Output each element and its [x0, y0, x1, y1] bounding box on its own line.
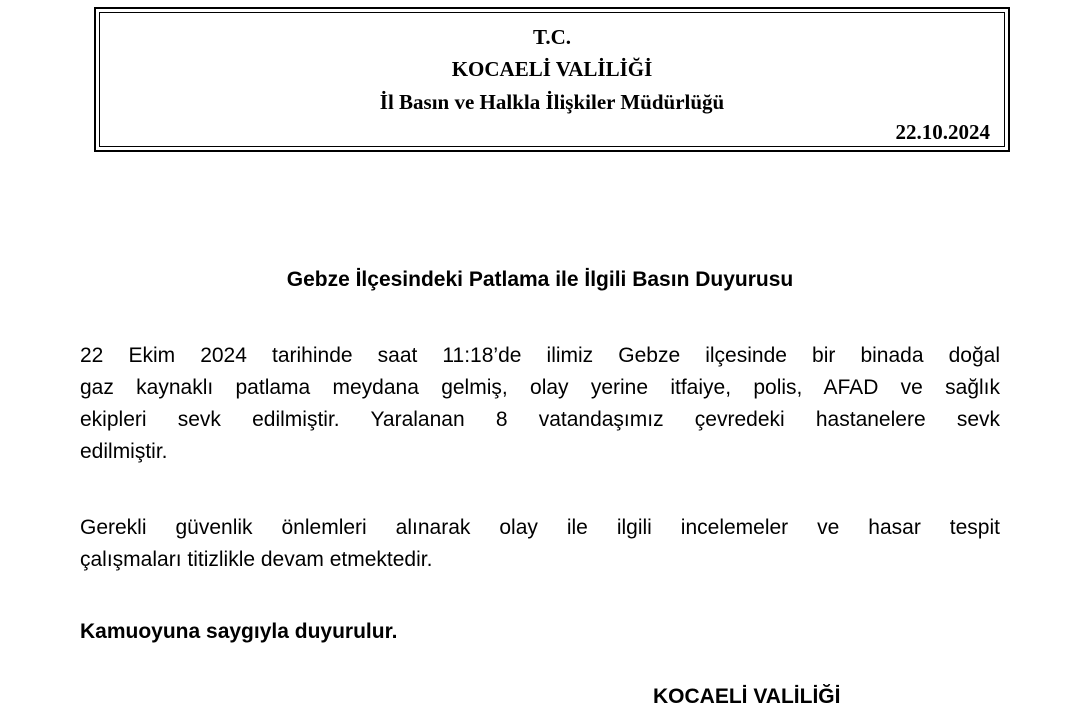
paragraph-line: Gerekli güvenlik önlemleri alınarak olay ile ilgili incelemeler ve hasar tespit: [80, 516, 1000, 539]
paragraph-line: ekipleri sevk edilmiştir. Yaralanan 8 vatandaşımız çevredeki hastanelere sevk: [80, 408, 1000, 431]
paragraph-line: edilmiştir.: [80, 440, 168, 463]
paragraph-line: gaz kaynaklı patlama meydana gelmiş, olay yerine itfaiye, polis, AFAD ve sağlık: [80, 376, 1000, 399]
paragraph-measures: [80, 512, 1000, 576]
letterhead-box: [94, 7, 1010, 152]
paragraph-incident: [80, 340, 1000, 468]
republic-label: T.C.: [532, 25, 572, 49]
document-date: 22.10.2024: [895, 120, 990, 144]
letterhead-inner-border: [99, 12, 1005, 147]
closing-statement: Kamuoyuna saygıyla duyurulur.: [80, 620, 398, 643]
directorate-label: İl Basın ve Halkla İlişkiler Müdürlüğü: [379, 90, 725, 114]
document-title: Gebze İlçesindeki Patlama ile İlgili Basın Duyurusu: [286, 268, 794, 291]
signature-governorship: KOCAELİ VALİLİĞİ: [653, 685, 841, 708]
governorship-label: KOCAELİ VALİLİĞİ: [451, 57, 653, 81]
paragraph-line: 22 Ekim 2024 tarihinde saat 11:18’de ilimiz Gebze ilçesinde bir binada doğal: [80, 344, 1000, 367]
paragraph-line: çalışmaları titizlikle devam etmektedir.: [80, 548, 433, 571]
